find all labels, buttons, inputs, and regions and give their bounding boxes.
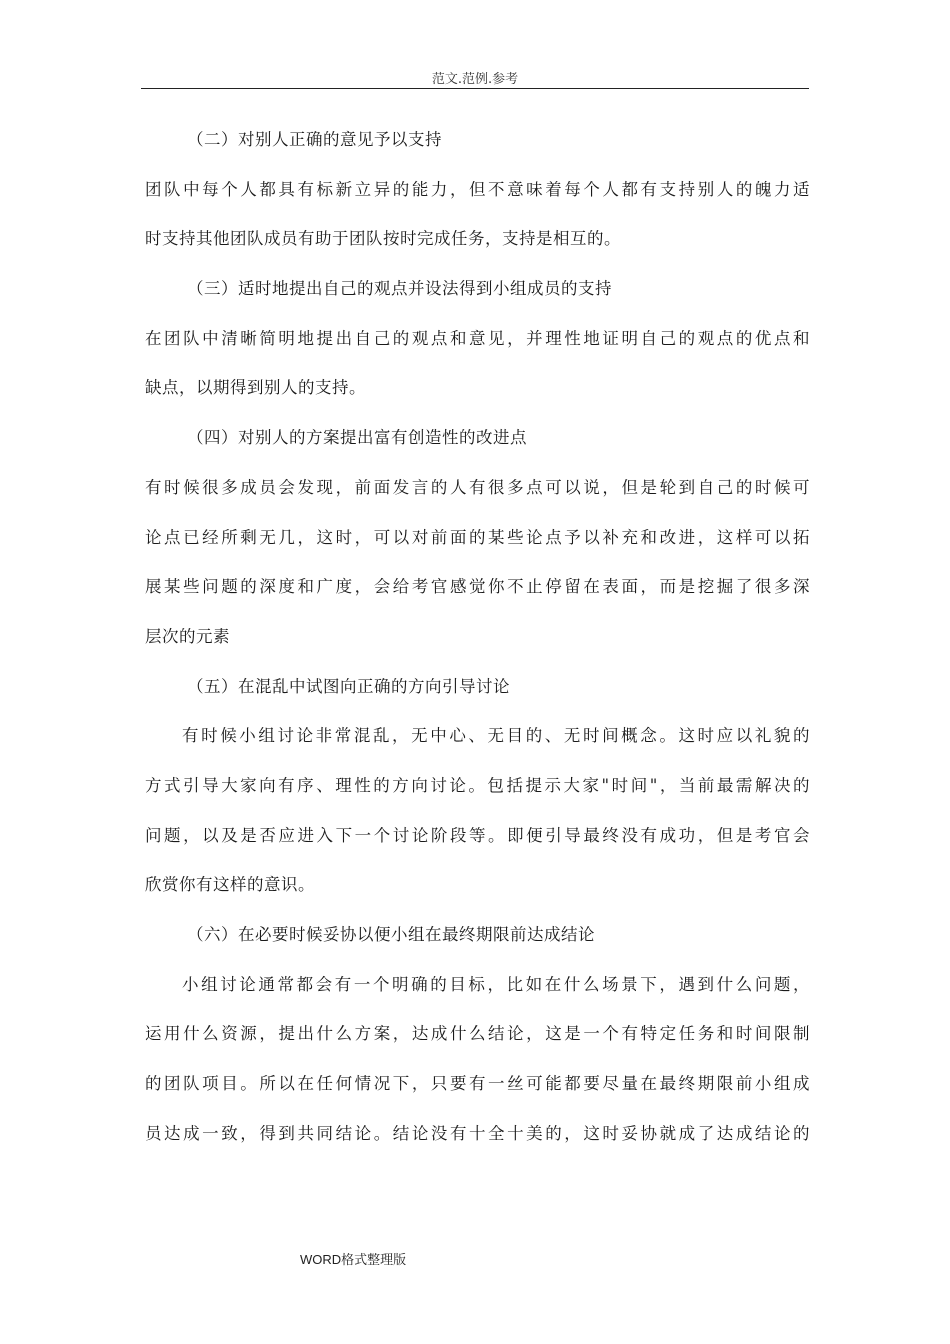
document-body bbox=[145, 115, 810, 1158]
header-rule bbox=[141, 88, 809, 89]
paragraph-line: 有时候小组讨论非常混乱，无中心、无目的、无时间概念。这时应以礼貌的 bbox=[182, 726, 810, 746]
paragraph-line: 方式引导大家向有序、理性的方向讨论。包括提示大家"时间"，当前最需解决的 bbox=[145, 775, 810, 795]
section-heading-3: （三）适时地提出自己的观点并设法得到小组成员的支持 bbox=[187, 279, 612, 299]
section-heading-5: （五）在混乱中试图向正确的方向引导讨论 bbox=[187, 676, 510, 696]
paragraph-line: 在团队中清晰简明地提出自己的观点和意见，并理性地证明自己的观点的优点和 bbox=[145, 328, 810, 348]
paragraph-line: 欣赏你有这样的意识。 bbox=[145, 875, 315, 895]
paragraph-line: 的团队项目。所以在任何情况下，只要有一丝可能都要尽量在最终期限前小组成 bbox=[145, 1074, 810, 1094]
paragraph-line: 时支持其他团队成员有助于团队按时完成任务，支持是相互的。 bbox=[145, 229, 621, 249]
paragraph-line: 小组讨论通常都会有一个明确的目标，比如在什么场景下，遇到什么问题， bbox=[182, 974, 810, 994]
paragraph-line: 论点已经所剩无几，这时，可以对前面的某些论点予以补充和改进，这样可以拓 bbox=[145, 527, 810, 547]
paragraph-line: 缺点，以期得到别人的支持。 bbox=[145, 378, 366, 398]
paragraph-line: 展某些问题的深度和广度，会给考官感觉你不止停留在表面，而是挖掘了很多深 bbox=[145, 577, 810, 597]
page-header: 范文.范例.参考 bbox=[431, 72, 519, 87]
paragraph-line: 员达成一致，得到共同结论。结论没有十全十美的，这时妥协就成了达成结论的 bbox=[145, 1123, 810, 1143]
section-heading-2: （二）对别人正确的意见予以支持 bbox=[187, 130, 442, 149]
paragraph-line: 问题，以及是否应进入下一个讨论阶段等。即便引导最终没有成功，但是考官会 bbox=[145, 825, 810, 845]
section-heading-6: （六）在必要时候妥协以便小组在最终期限前达成结论 bbox=[187, 925, 595, 944]
page-footer: WORD格式整理版 bbox=[300, 1252, 407, 1267]
paragraph-line: 团队中每个人都具有标新立异的能力，但不意味着每个人都有支持别人的魄力适 bbox=[145, 179, 810, 199]
paragraph-line: 运用什么资源，提出什么方案，达成什么结论，这是一个有特定任务和时间限制 bbox=[145, 1024, 810, 1044]
paragraph-line: 有时候很多成员会发现，前面发言的人有很多点可以说，但是轮到自己的时候可 bbox=[145, 477, 810, 497]
section-heading-4: （四）对别人的方案提出富有创造性的改进点 bbox=[187, 428, 527, 448]
paragraph-line: 层次的元素 bbox=[145, 626, 230, 646]
